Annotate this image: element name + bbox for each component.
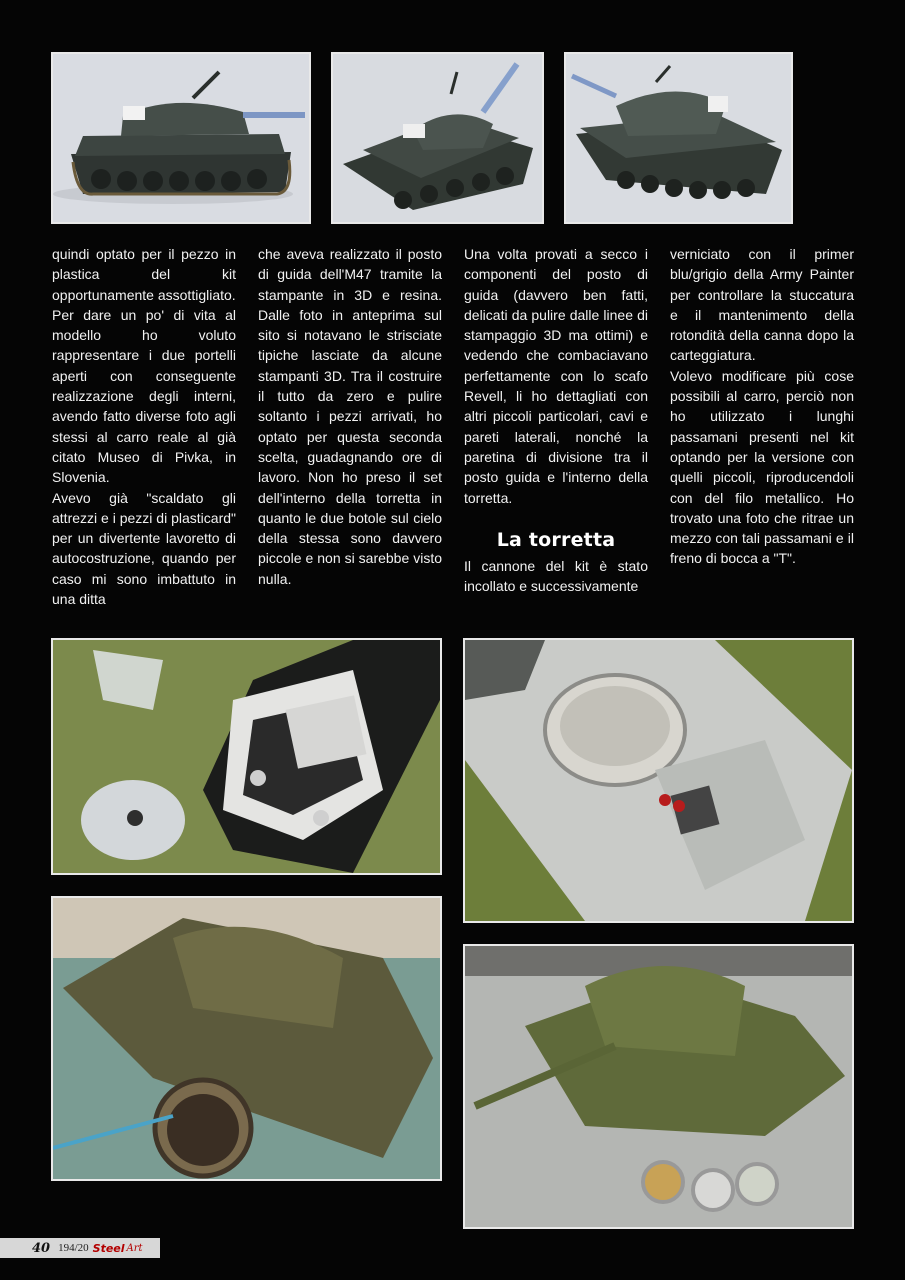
photo-tank-rear-quarter (564, 52, 793, 224)
photo-tank-front-quarter (331, 52, 544, 224)
text-column-1 (52, 244, 236, 609)
paragraph: quindi optato per il pezzo in plastica del kit opportunamente assottigliato. (52, 246, 236, 303)
paragraph: Volevo modificare più cose possibili al carro, perciò non ho utilizzato i lunghi passamani presenti nel kit optando per la versione con quelli piccoli, riproducendoli con del filo metallico. Ho trovato una foto che ritrae un mezzo con tali passamani e il freno di bocca a "T". (670, 367, 854, 567)
photo-tank-olive-painted-with-paint-tins (463, 944, 854, 1229)
photo-hull-interior-resin-parts (51, 638, 442, 875)
photo-tank-side-view (51, 52, 311, 224)
paragraph: Il cannone del kit è stato incollato e successivamente (464, 558, 648, 595)
text-column-3 (464, 244, 648, 597)
paragraph: verniciato con il primer blu/grigio della Army Painter per controllare la stuccatura e il mantenimento della rotondità della canna dopo la carteggiatura. (670, 246, 854, 364)
magazine-logo: Steel (92, 1241, 125, 1255)
section-heading: La torretta (496, 528, 616, 551)
photo-tank-olive-assembly-cutting-mat (51, 896, 442, 1181)
text-column-4 (670, 244, 854, 569)
magazine-logo-suffix: Art (126, 1242, 143, 1254)
paragraph: che aveva realizzato il posto di guida dell'M47 tramite la stampante in 3D e resina. Dalle foto in anteprima sul sito si notavano le strisciate tipiche lasciate da alcune stampanti 3D. Tra il costruire il tutto da zero e pulire soltanto i pezzi arrivati, ho optato per questa seconda scelta, guadagnando ore di lavoro. Non ho preso il set dell'interno della torretta in quanto le due botole sul cielo della stessa sono davvero piccole e non si sarebbe visto nulla. (258, 246, 442, 587)
paragraph: Per dare un po' di vita al modello ho voluto rappresentare i due portelli aperti con conseguente realizzazione degli interni, avendo fatto diverse foto agli stessi al carro reale al già citato Museo di Pivka, in Slovenia. (52, 306, 236, 486)
page-footer (0, 1238, 160, 1258)
photo-interior-turret-basket (463, 638, 854, 923)
paragraph: Una volta provati a secco i componenti del posto di guida (davvero ben fatti, delicati da pulire dalle linee di stampaggio 3D ma ottimi) e vedendo che combaciavano perfettamente con lo scafo Revell, li ho dettagliati con altri piccoli particolari, cavi e pareti laterali, nonché la paretina di divisione tra il posto guida e l'interno della torretta. (464, 246, 648, 506)
page-number: 40 (32, 1240, 51, 1256)
paragraph: Avevo già "scaldato gli attrezzi e i pezzi di plasticard" per un divertente lavoretto di autocostruzione, quando per caso mi sono imbattuto in una ditta (52, 489, 236, 608)
text-column-2 (258, 244, 442, 589)
issue-number: 194/20 (58, 1242, 89, 1254)
